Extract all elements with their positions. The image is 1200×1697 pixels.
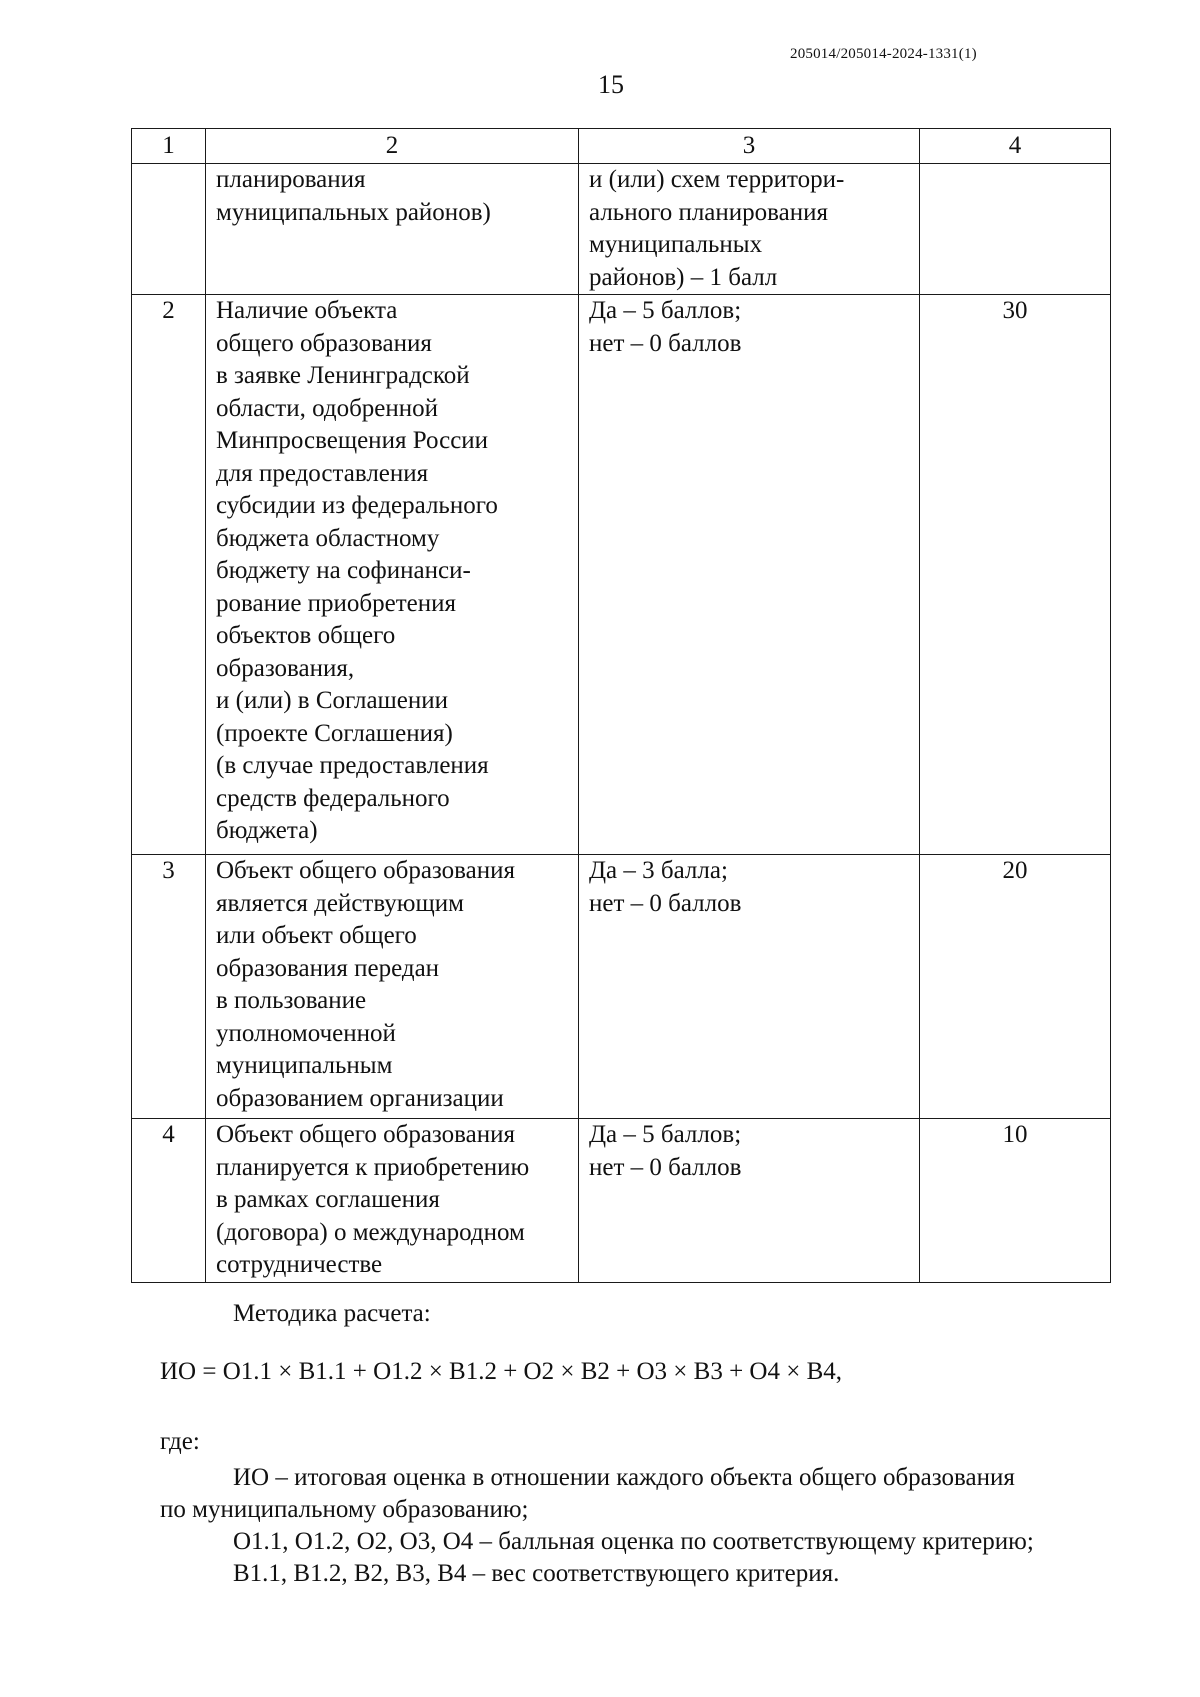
criterion-line: Объект общего образования bbox=[216, 1121, 515, 1148]
scoring-line: нет – 0 баллов bbox=[589, 329, 742, 357]
criterion-line: планирования bbox=[216, 166, 366, 193]
criterion-line: планируется к приобретению bbox=[216, 1153, 530, 1181]
method-title: Методика расчета: bbox=[233, 1300, 431, 1327]
scoring-cell bbox=[579, 164, 920, 295]
criterion-line: общего образования bbox=[216, 329, 432, 357]
row-number: 2 bbox=[132, 295, 206, 855]
criterion-line: (в случае предоставления bbox=[216, 752, 489, 779]
scoring-line: Да – 5 баллов; bbox=[589, 1121, 742, 1148]
criterion-cell bbox=[206, 855, 579, 1119]
criterion-line: образования, bbox=[216, 654, 355, 682]
column-header: 1 bbox=[132, 129, 206, 164]
weight-cell: 20 bbox=[920, 855, 1111, 1119]
table-row bbox=[132, 295, 1111, 855]
row-number: 4 bbox=[132, 1119, 206, 1283]
criterion-line: средств федерального bbox=[216, 784, 450, 812]
criterion-line: образованием организации bbox=[216, 1084, 504, 1112]
table-header-row bbox=[132, 129, 1111, 164]
explanation-line: ИО – итоговая оценка в отношении каждого объекта общего образования bbox=[233, 1464, 1015, 1491]
scoring-line: нет – 0 баллов bbox=[589, 1153, 742, 1181]
scoring-cell bbox=[579, 295, 920, 855]
criterion-line: в заявке Ленинградской bbox=[216, 362, 470, 389]
scoring-line: нет – 0 баллов bbox=[589, 889, 742, 917]
scoring-line: ального планирования bbox=[589, 198, 828, 226]
scoring-line: районов) – 1 балл bbox=[589, 263, 778, 291]
criterion-line: (договора) о международном bbox=[216, 1218, 525, 1246]
criterion-line: Наличие объекта bbox=[216, 297, 398, 324]
column-header: 3 bbox=[579, 129, 920, 164]
row-number bbox=[132, 164, 206, 295]
criterion-cell bbox=[206, 1119, 579, 1283]
document-id: 205014/205014-2024-1331(1) bbox=[790, 46, 977, 62]
scoring-cell bbox=[579, 1119, 920, 1283]
scoring-line: Да – 5 баллов; bbox=[589, 297, 742, 324]
formula: ИО = О1.1 × В1.1 + О1.2 × В1.2 + О2 × В2 + О3 × В3 + О4 × В4, bbox=[160, 1358, 842, 1385]
weight-cell: 30 bbox=[920, 295, 1111, 855]
page-number: 15 bbox=[598, 70, 624, 99]
criterion-line: в рамках соглашения bbox=[216, 1186, 440, 1213]
scoring-line: муниципальных bbox=[589, 231, 763, 258]
column-header: 4 bbox=[920, 129, 1111, 164]
criterion-line: является действующим bbox=[216, 889, 464, 917]
criterion-line: для предоставления bbox=[216, 459, 429, 487]
criterion-line: рование приобретения bbox=[216, 589, 457, 617]
criterion-line: (проекте Соглашения) bbox=[216, 719, 453, 747]
criterion-line: сотрудничестве bbox=[216, 1251, 383, 1278]
criterion-line: бюджета) bbox=[216, 817, 318, 844]
scoring-cell bbox=[579, 855, 920, 1119]
criterion-line: и (или) в Соглашении bbox=[216, 687, 449, 714]
explanation-line: по муниципальному образованию; bbox=[160, 1496, 529, 1523]
scoring-line: и (или) схем территори- bbox=[589, 166, 845, 193]
row-number: 3 bbox=[132, 855, 206, 1119]
criterion-line: бюджета областному bbox=[216, 524, 440, 552]
criterion-line: области, одобренной bbox=[216, 394, 439, 422]
where-label: где: bbox=[160, 1428, 200, 1455]
criterion-cell bbox=[206, 295, 579, 855]
table-row bbox=[132, 1119, 1111, 1283]
table-row bbox=[132, 855, 1111, 1119]
criteria-table bbox=[131, 128, 1111, 1283]
criterion-line: субсидии из федерального bbox=[216, 492, 498, 519]
criterion-line: муниципальным bbox=[216, 1052, 393, 1079]
criterion-line: бюджету на софинанси- bbox=[216, 557, 471, 584]
criterion-line: уполномоченной bbox=[216, 1019, 396, 1047]
criterion-line: в пользование bbox=[216, 987, 367, 1014]
criterion-line: или объект общего bbox=[216, 922, 417, 949]
criterion-cell bbox=[206, 164, 579, 295]
criterion-line: муниципальных районов) bbox=[216, 198, 491, 226]
weight-cell: 10 bbox=[920, 1119, 1111, 1283]
weight-cell bbox=[920, 164, 1111, 295]
explanations bbox=[160, 1462, 1090, 1590]
explanation-line: В1.1, В1.2, В2, В3, В4 – вес соответствующего критерия. bbox=[233, 1560, 840, 1587]
criterion-line: образования передан bbox=[216, 954, 440, 982]
column-header: 2 bbox=[206, 129, 579, 164]
explanation-line: О1.1, О1.2, О2, О3, О4 – балльная оценка по соответствующему критерию; bbox=[233, 1528, 1034, 1555]
criterion-line: Объект общего образования bbox=[216, 857, 515, 884]
scoring-line: Да – 3 балла; bbox=[589, 857, 728, 884]
table-row bbox=[132, 164, 1111, 295]
criterion-line: объектов общего bbox=[216, 622, 396, 649]
criterion-line: Минпросвещения России bbox=[216, 427, 489, 454]
